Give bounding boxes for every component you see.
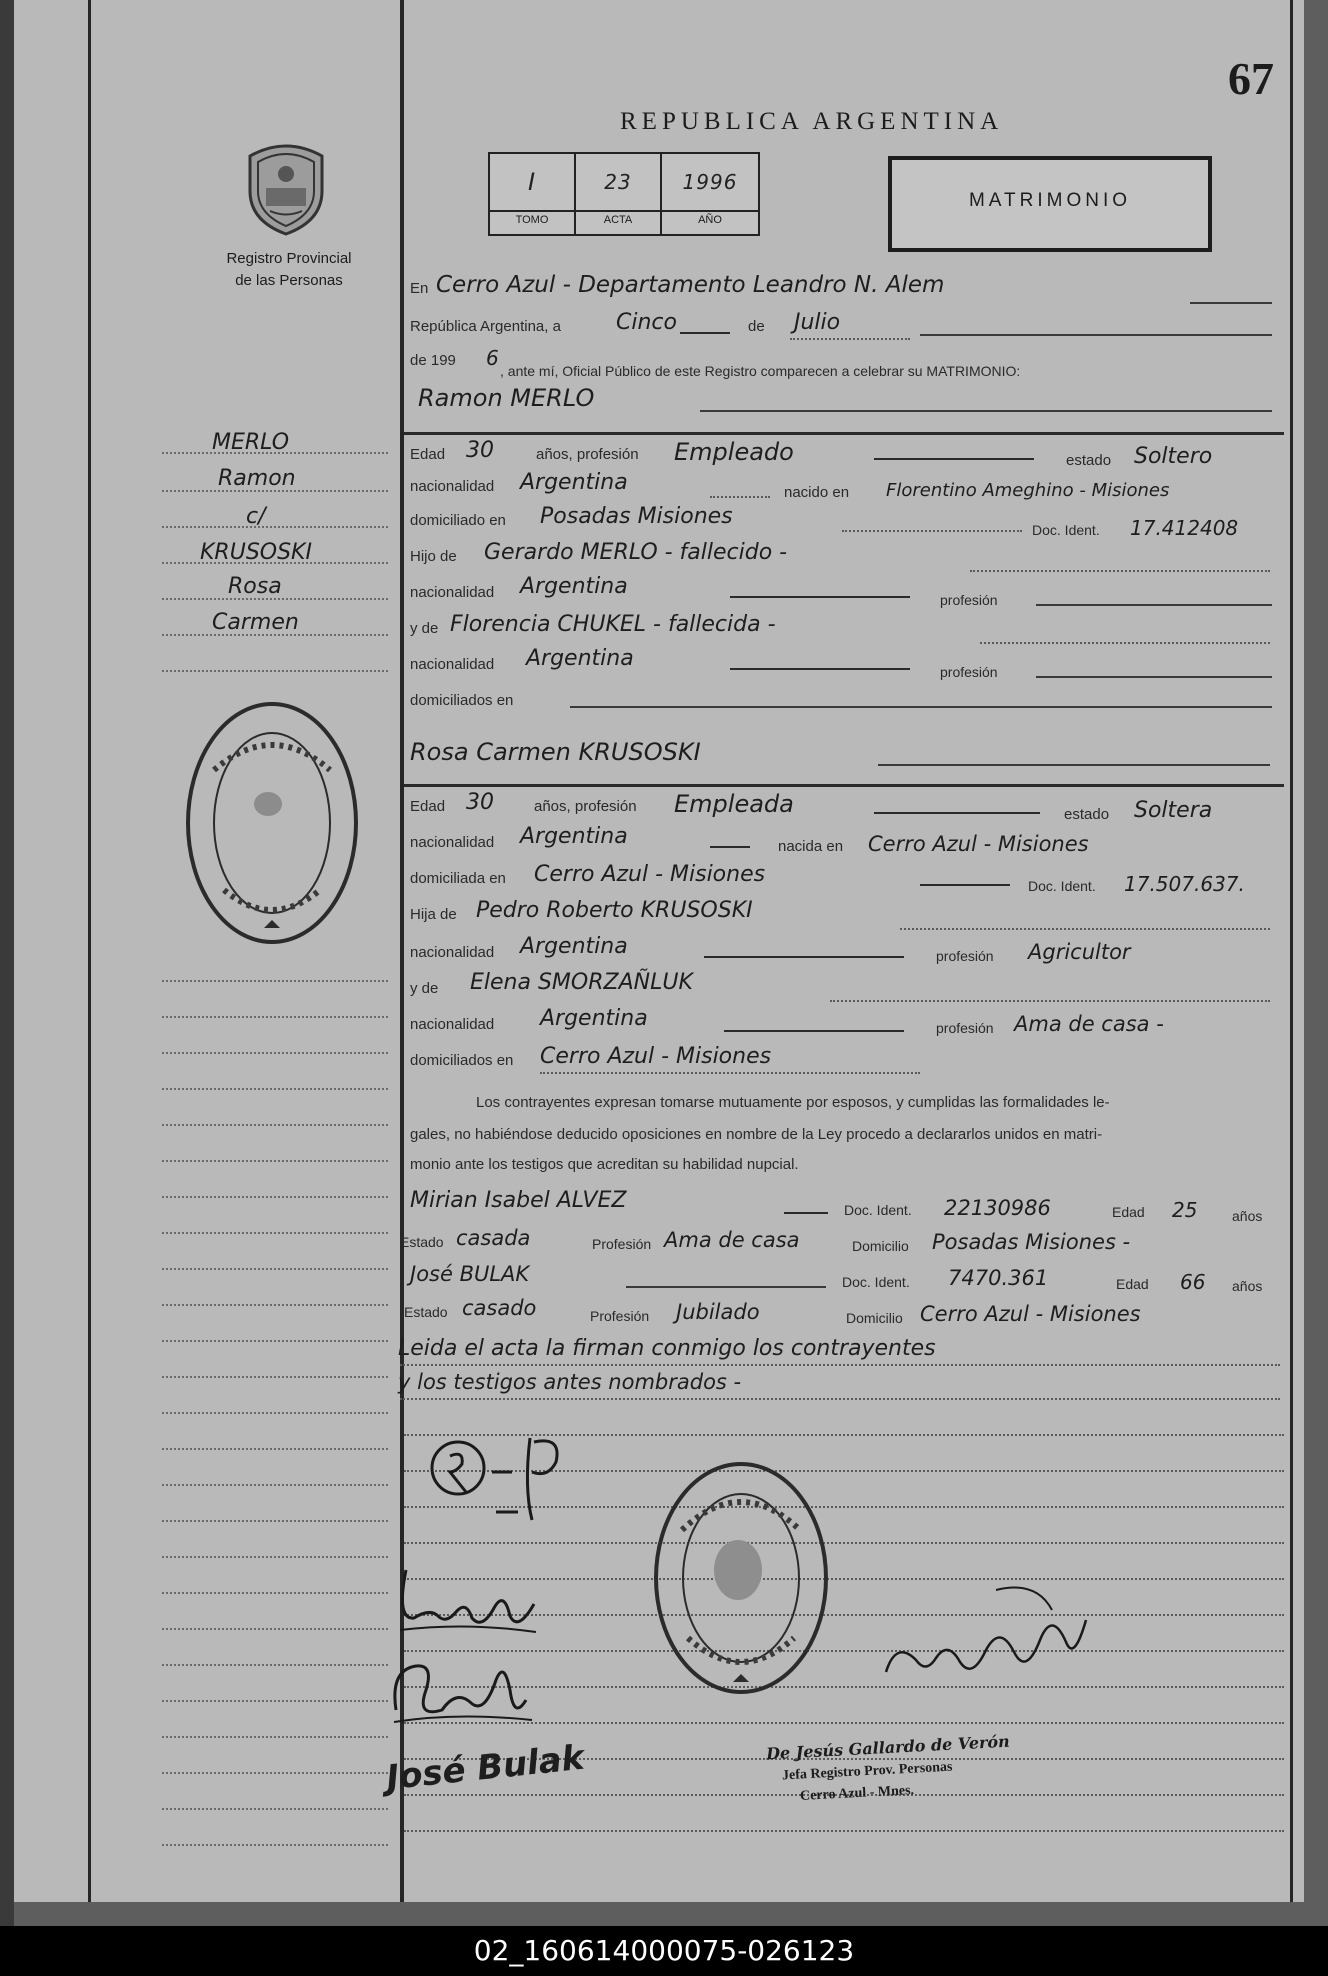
rule — [540, 1072, 920, 1074]
rule — [700, 410, 1272, 412]
rule — [570, 706, 1272, 708]
rule — [404, 784, 1284, 787]
registry-title-line1: Registro Provincial — [226, 250, 352, 267]
bride-doc-label: Doc. Ident. — [1028, 878, 1096, 894]
left-binding-line — [88, 0, 91, 1902]
rule — [162, 1808, 388, 1810]
margin-name-2: Ramon — [218, 466, 296, 491]
main-column-right-border — [1290, 0, 1293, 1902]
witness2-edad-value: 66 — [1180, 1270, 1206, 1294]
witness1-estado-label: Estado — [400, 1234, 444, 1250]
groom-estado-value: Soltero — [1134, 444, 1213, 469]
witness2-doc-label: Doc. Ident. — [842, 1274, 910, 1290]
bride-name-value: Rosa Carmen KRUSOSKI — [410, 738, 701, 766]
rule — [162, 1304, 388, 1306]
witness2-profesion-value: Jubilado — [676, 1300, 760, 1324]
groom-estado-label: estado — [1066, 452, 1112, 469]
rule — [162, 1088, 388, 1090]
record-type-box — [888, 156, 1212, 252]
groom-domiciliado-value: Posadas Misiones — [540, 504, 733, 529]
witness2-estado-label: Estado — [404, 1304, 448, 1320]
groom-edad-value: 30 — [466, 438, 494, 463]
groom-padre-prof-label: profesión — [940, 592, 998, 608]
rule — [1190, 302, 1272, 304]
rule — [400, 1364, 1280, 1366]
witness1-domicilio-value: Posadas Misiones - — [932, 1230, 1131, 1254]
groom-madre-prof-label: profesión — [940, 664, 998, 680]
groom-nacionalidad-label: nacionalidad — [410, 478, 495, 495]
margin-official-stamp — [184, 700, 360, 946]
bottom-official-stamp — [652, 1460, 830, 1696]
groom-yde-label: y de — [410, 620, 439, 637]
acta-label: ACTA — [603, 214, 633, 226]
legal-line1: Los contrayentes expresan tomarse mutuamente por esposos, y cumplidas las formalidades le- — [476, 1094, 1110, 1111]
bride-nacida-label: nacida en — [778, 838, 844, 855]
bride-profesion-label: años, profesión — [534, 798, 637, 815]
witness2-domicilio-label: Domicilio — [846, 1310, 903, 1326]
bride-madre-prof-label: profesión — [936, 1020, 994, 1036]
rule — [162, 1232, 388, 1234]
witness1-profesion-value: Ama de casa — [664, 1228, 800, 1252]
rule — [830, 1000, 1270, 1002]
rule — [162, 1016, 388, 1018]
rule — [162, 1124, 388, 1126]
en-label: En — [410, 280, 429, 297]
bride-padre-prof-label: profesión — [936, 948, 994, 964]
rule — [1036, 604, 1272, 606]
groom-nacionalidad-value: Argentina — [520, 470, 628, 495]
bride-estado-label: estado — [1064, 806, 1110, 823]
rule — [162, 1592, 388, 1594]
rule — [790, 338, 910, 340]
rule — [162, 1376, 388, 1378]
year-prefix-label: de 199 — [410, 352, 456, 369]
year-digit-value: 6 — [486, 346, 499, 370]
rule — [162, 1556, 388, 1558]
ano-value: 1996 — [682, 170, 738, 194]
image-id-footer: 02_160614000075-026123 — [0, 1926, 1328, 1976]
witness1-signature — [386, 1650, 546, 1740]
witness1-profesion-label: Profesión — [592, 1236, 652, 1252]
groom-nacido-value: Florentino Ameghino - Misiones — [886, 480, 1170, 501]
month-value: Julio — [794, 310, 841, 335]
official-place: Cerro Azul - Mnes. — [799, 1783, 915, 1804]
tomo-label: TOMO — [515, 214, 549, 226]
groom-madre-nac-label: nacionalidad — [410, 656, 495, 673]
rule — [842, 530, 1022, 532]
bride-hija-label: Hija de — [410, 906, 457, 923]
rule — [404, 1830, 1284, 1832]
margin-name-4: KRUSOSKI — [200, 540, 312, 565]
bride-domiciliada-value: Cerro Azul - Misiones — [534, 862, 766, 887]
groom-madre-value: Florencia CHUKEL - fallecida - — [450, 612, 776, 637]
bride-padre-value: Pedro Roberto KRUSOSKI — [476, 898, 753, 923]
bride-edad-value: 30 — [466, 790, 494, 815]
bride-madre-nac-label: nacionalidad — [410, 1016, 495, 1033]
place-value: Cerro Azul - Departamento Leandro N. Alem — [436, 272, 945, 298]
witness1-name-value: Mirian Isabel ALVEZ — [410, 1188, 627, 1213]
groom-hijo-label: Hijo de — [410, 548, 457, 565]
rule — [162, 1772, 388, 1774]
witness1-doc-label: Doc. Ident. — [844, 1202, 912, 1218]
official-title: Jefa Registro Prov. Personas — [781, 1759, 953, 1784]
rule — [980, 642, 1270, 644]
legal-line3: monio ante los testigos que acreditan su habilidad nupcial. — [410, 1156, 799, 1173]
tomo-value: I — [527, 168, 537, 196]
rule — [162, 670, 388, 672]
groom-profesion-label: años, profesión — [536, 446, 639, 463]
rule — [724, 1030, 904, 1032]
rule — [680, 332, 730, 334]
witness2-edad-label: Edad — [1116, 1276, 1149, 1292]
bride-estado-value: Soltera — [1134, 798, 1213, 823]
witness2-estado-value: casado — [462, 1296, 537, 1320]
rule — [730, 596, 910, 598]
country-title: REPUBLICA ARGENTINA — [620, 108, 1004, 135]
groom-domiciliado-label: domiciliado en — [410, 512, 506, 529]
bride-padre-prof-value: Agricultor — [1028, 940, 1131, 964]
rule — [162, 1268, 388, 1270]
bride-edad-label: Edad — [410, 798, 446, 815]
page-number: 67 — [1228, 53, 1274, 104]
rule — [162, 980, 388, 982]
bride-madre-value: Elena SMORZAÑLUK — [470, 970, 693, 995]
legal-line2: gales, no habiéndose deducido oposiciones en nombre de la Ley procedo a declararlos unidos en matri- — [410, 1126, 1103, 1143]
rule — [920, 334, 1272, 336]
month-de-label: de — [748, 318, 765, 335]
margin-name-5: Rosa — [228, 574, 282, 599]
groom-edad-label: Edad — [410, 446, 446, 463]
groom-profesion-value: Empleado — [674, 438, 794, 466]
groom-padre-value: Gerardo MERLO - fallecido - — [484, 540, 788, 565]
groom-name-value: Ramon MERLO — [418, 384, 595, 412]
bride-madre-prof-value: Ama de casa - — [1014, 1012, 1164, 1036]
rule — [162, 1160, 388, 1162]
witness2-doc-value: 7470.361 — [948, 1266, 1049, 1290]
page-edge-shadow — [0, 0, 14, 1976]
rule — [404, 432, 1284, 435]
rule — [784, 1212, 828, 1214]
rule — [162, 1736, 388, 1738]
rule — [162, 1052, 388, 1054]
rule — [626, 1286, 826, 1288]
witness2-domicilio-value: Cerro Azul - Misiones — [920, 1302, 1141, 1326]
acta-value: 23 — [604, 170, 632, 194]
rule — [162, 1700, 388, 1702]
witness1-doc-value: 22130986 — [944, 1196, 1051, 1220]
rule — [162, 1628, 388, 1630]
groom-nacido-label: nacido en — [784, 484, 850, 501]
witness2-name-value: José BULAK — [410, 1262, 530, 1286]
rule — [730, 668, 910, 670]
closing-line2: y los testigos antes nombrados - — [398, 1370, 742, 1394]
rule — [704, 956, 904, 958]
record-type-label: MATRIMONIO — [968, 190, 1132, 211]
rule — [1036, 676, 1272, 678]
rule — [162, 1448, 388, 1450]
closing-line1: Leida el acta la firman conmigo los contrayentes — [398, 1336, 936, 1361]
acta-number-box — [488, 152, 760, 236]
bride-doc-value: 17.507.637. — [1124, 872, 1245, 896]
witness1-edad-label: Edad — [1112, 1204, 1145, 1220]
witness1-domicilio-label: Domicilio — [852, 1238, 909, 1254]
margin-name-1: MERLO — [212, 430, 290, 455]
groom-padre-nac-label: nacionalidad — [410, 584, 495, 601]
rule — [162, 1484, 388, 1486]
witness2-profesion-label: Profesión — [590, 1308, 650, 1324]
witness1-edad-value: 25 — [1172, 1198, 1198, 1222]
bride-domiciliados-value: Cerro Azul - Misiones — [540, 1044, 772, 1069]
rule — [162, 1520, 388, 1522]
rule — [162, 1664, 388, 1666]
bride-nacionalidad-label: nacionalidad — [410, 834, 495, 851]
rule — [874, 458, 1034, 460]
bride-domiciliada-label: domiciliada en — [410, 870, 506, 887]
bride-nacionalidad-value: Argentina — [520, 824, 628, 849]
groom-domiciliados-label: domiciliados en — [410, 692, 514, 709]
official-signature — [876, 1580, 1096, 1700]
witness2-signature: José Bulak — [384, 1737, 587, 1799]
witness2-anos-label: años — [1232, 1278, 1263, 1294]
coat-of-arms-emblem — [240, 136, 332, 236]
rule — [970, 570, 1270, 572]
bride-padre-nac-label: nacionalidad — [410, 944, 495, 961]
groom-padre-nac-value: Argentina — [520, 574, 628, 599]
ano-label: AÑO — [698, 214, 722, 226]
bride-nacida-value: Cerro Azul - Misiones — [868, 832, 1089, 856]
bride-profesion-value: Empleada — [674, 790, 794, 818]
bride-signature — [386, 1560, 556, 1650]
compareceen-label: , ante mí, Oficial Público de este Registro comparecen a celebrar su MATRIMONIO: — [500, 363, 1021, 379]
rule — [162, 1196, 388, 1198]
rule — [878, 764, 1270, 766]
republica-label: República Argentina, a — [410, 318, 561, 335]
margin-name-3: c/ — [246, 504, 266, 529]
rule — [162, 1340, 388, 1342]
rule — [162, 1844, 388, 1846]
official-name: De Jesús Gallardo de Verón — [765, 1731, 1011, 1764]
bride-domiciliados-label: domiciliados en — [410, 1052, 514, 1069]
rule — [710, 496, 770, 498]
registry-title-line2: de las Personas — [235, 272, 343, 289]
bride-yde-label: y de — [410, 980, 439, 997]
bride-madre-nac-value: Argentina — [540, 1006, 648, 1031]
day-value: Cinco — [616, 310, 677, 335]
groom-madre-nac-value: Argentina — [526, 646, 634, 671]
rule — [400, 1398, 1280, 1400]
groom-doc-value: 17.412408 — [1130, 516, 1239, 540]
witness1-anos-label: años — [1232, 1208, 1263, 1224]
rule — [710, 846, 750, 848]
rule — [874, 812, 1040, 814]
groom-signature — [420, 1428, 590, 1548]
rule — [162, 526, 388, 528]
rule — [920, 884, 1010, 886]
bride-padre-nac-value: Argentina — [520, 934, 628, 959]
rule — [900, 928, 1270, 930]
groom-doc-label: Doc. Ident. — [1032, 522, 1100, 538]
rule — [162, 1412, 388, 1414]
witness1-estado-value: casada — [456, 1226, 531, 1250]
margin-name-6: Carmen — [212, 610, 299, 635]
